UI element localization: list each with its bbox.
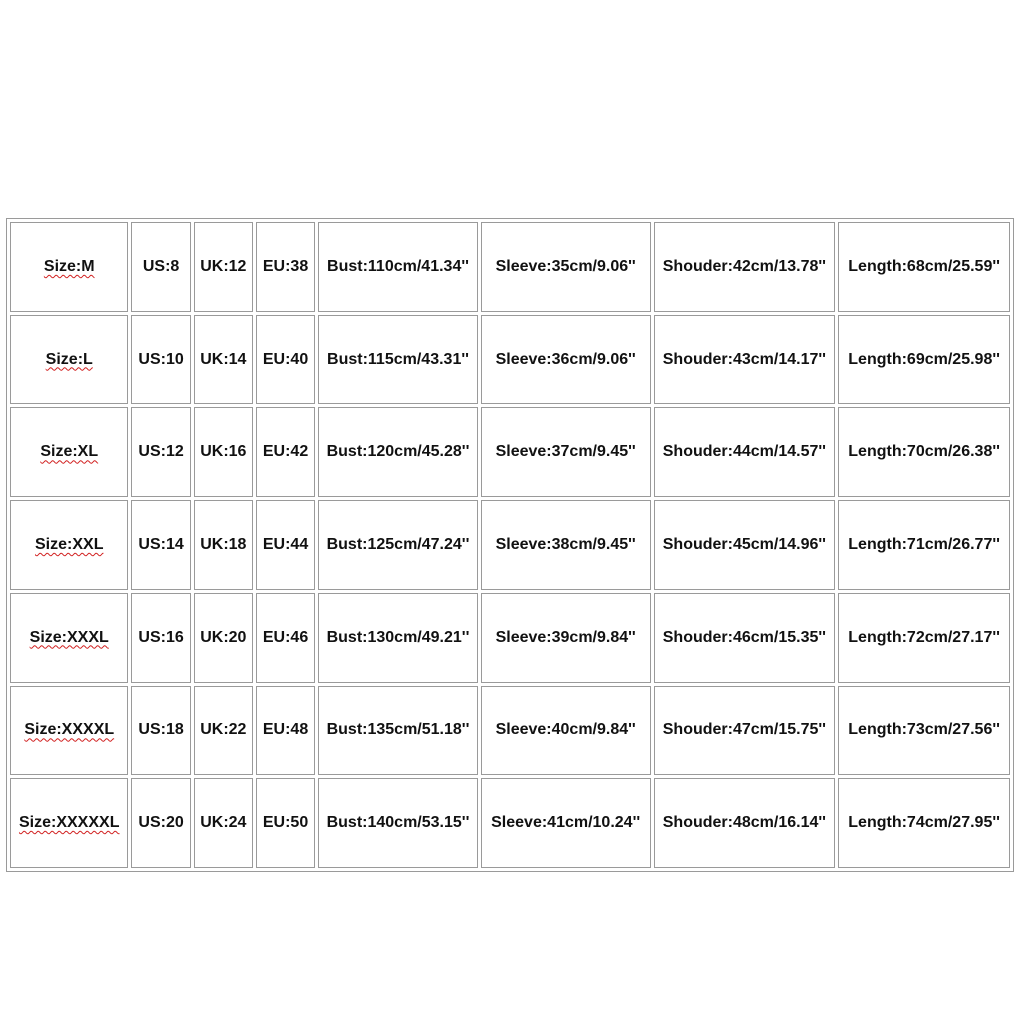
us-size-cell: US:8 bbox=[131, 222, 190, 312]
size-label: Size:XXXXXL bbox=[18, 814, 120, 832]
sleeve-cell: Sleeve:37cm/9.45'' bbox=[481, 407, 651, 497]
sleeve-cell: Sleeve:39cm/9.84'' bbox=[481, 593, 651, 683]
size-cell bbox=[10, 686, 128, 776]
uk-size-cell: UK:24 bbox=[194, 778, 253, 868]
table-row bbox=[10, 686, 1010, 776]
uk-size-cell: UK:20 bbox=[194, 593, 253, 683]
size-cell bbox=[10, 500, 128, 590]
size-label: Size:XXXL bbox=[29, 628, 109, 646]
table-row bbox=[10, 407, 1010, 497]
length-cell: Length:74cm/27.95'' bbox=[838, 778, 1010, 868]
size-label: Size:XXXXL bbox=[24, 721, 115, 739]
table-row bbox=[10, 315, 1010, 405]
us-size-cell: US:20 bbox=[131, 778, 190, 868]
shoulder-cell: Shouder:43cm/14.17'' bbox=[654, 315, 836, 405]
eu-size-cell: EU:50 bbox=[256, 778, 315, 868]
size-cell bbox=[10, 315, 128, 405]
shoulder-cell: Shouder:46cm/15.35'' bbox=[654, 593, 836, 683]
size-cell bbox=[10, 407, 128, 497]
size-label: Size:M bbox=[43, 257, 95, 275]
us-size-cell: US:10 bbox=[131, 315, 190, 405]
size-cell bbox=[10, 222, 128, 312]
eu-size-cell: EU:48 bbox=[256, 686, 315, 776]
shoulder-cell: Shouder:47cm/15.75'' bbox=[654, 686, 836, 776]
bust-cell: Bust:140cm/53.15'' bbox=[318, 778, 478, 868]
us-size-cell: US:14 bbox=[131, 500, 190, 590]
length-cell: Length:69cm/25.98'' bbox=[838, 315, 1010, 405]
us-size-cell: US:12 bbox=[131, 407, 190, 497]
table-row bbox=[10, 500, 1010, 590]
bust-cell: Bust:115cm/43.31'' bbox=[318, 315, 478, 405]
length-cell: Length:71cm/26.77'' bbox=[838, 500, 1010, 590]
size-cell bbox=[10, 593, 128, 683]
sleeve-cell: Sleeve:41cm/10.24'' bbox=[481, 778, 651, 868]
size-label: Size:XXL bbox=[35, 535, 104, 553]
bust-cell: Bust:130cm/49.21'' bbox=[318, 593, 478, 683]
uk-size-cell: UK:22 bbox=[194, 686, 253, 776]
eu-size-cell: EU:46 bbox=[256, 593, 315, 683]
eu-size-cell: EU:44 bbox=[256, 500, 315, 590]
uk-size-cell: UK:12 bbox=[194, 222, 253, 312]
uk-size-cell: UK:18 bbox=[194, 500, 253, 590]
table-row bbox=[10, 222, 1010, 312]
uk-size-cell: UK:16 bbox=[194, 407, 253, 497]
size-label: Size:L bbox=[45, 350, 93, 368]
us-size-cell: US:16 bbox=[131, 593, 190, 683]
length-cell: Length:72cm/27.17'' bbox=[838, 593, 1010, 683]
sleeve-cell: Sleeve:40cm/9.84'' bbox=[481, 686, 651, 776]
bust-cell: Bust:135cm/51.18'' bbox=[318, 686, 478, 776]
eu-size-cell: EU:42 bbox=[256, 407, 315, 497]
sleeve-cell: Sleeve:36cm/9.06'' bbox=[481, 315, 651, 405]
table-row bbox=[10, 778, 1010, 868]
bust-cell: Bust:110cm/41.34'' bbox=[318, 222, 478, 312]
us-size-cell: US:18 bbox=[131, 686, 190, 776]
shoulder-cell: Shouder:42cm/13.78'' bbox=[654, 222, 836, 312]
bust-cell: Bust:125cm/47.24'' bbox=[318, 500, 478, 590]
table-row bbox=[10, 593, 1010, 683]
eu-size-cell: EU:38 bbox=[256, 222, 315, 312]
sleeve-cell: Sleeve:38cm/9.45'' bbox=[481, 500, 651, 590]
size-chart-table bbox=[6, 218, 1014, 872]
shoulder-cell: Shouder:44cm/14.57'' bbox=[654, 407, 836, 497]
shoulder-cell: Shouder:48cm/16.14'' bbox=[654, 778, 836, 868]
sleeve-cell: Sleeve:35cm/9.06'' bbox=[481, 222, 651, 312]
size-label: Size:XL bbox=[40, 443, 99, 461]
uk-size-cell: UK:14 bbox=[194, 315, 253, 405]
shoulder-cell: Shouder:45cm/14.96'' bbox=[654, 500, 836, 590]
eu-size-cell: EU:40 bbox=[256, 315, 315, 405]
size-cell bbox=[10, 778, 128, 868]
bust-cell: Bust:120cm/45.28'' bbox=[318, 407, 478, 497]
length-cell: Length:70cm/26.38'' bbox=[838, 407, 1010, 497]
length-cell: Length:68cm/25.59'' bbox=[838, 222, 1010, 312]
length-cell: Length:73cm/27.56'' bbox=[838, 686, 1010, 776]
